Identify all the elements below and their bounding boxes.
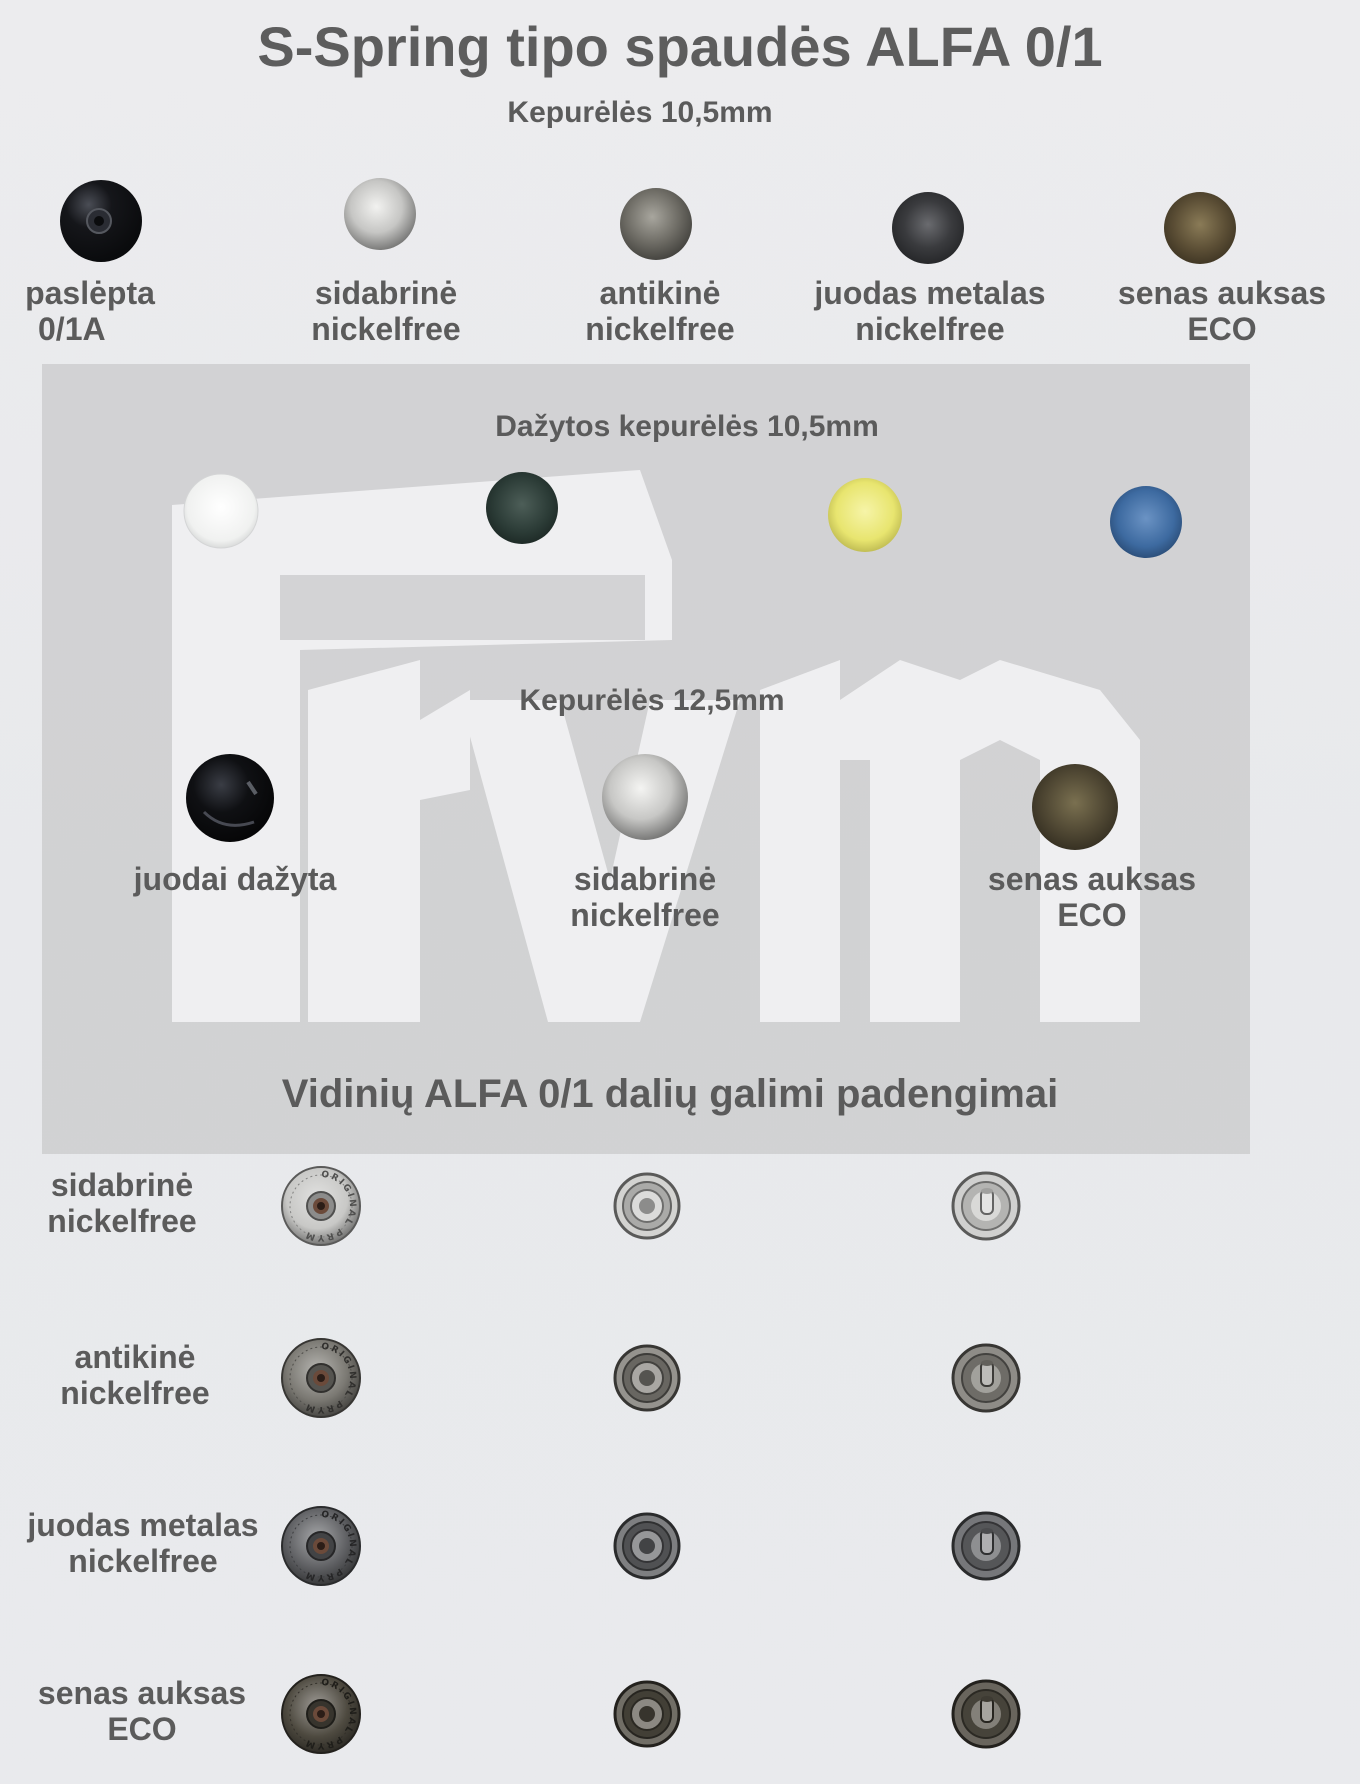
inner-part-socket: [612, 1171, 682, 1241]
inner-row-label: antikinė nickelfree: [60, 1339, 210, 1411]
cap-old-gold-12-5: [1030, 762, 1120, 852]
cap-old-gold: [1162, 190, 1238, 266]
painted-cap-dark-green: [484, 470, 560, 546]
label-hidden-0-1a: paslėpta 0/1A: [25, 275, 155, 347]
inner-part-cap-ring: [280, 1673, 362, 1755]
inner-row-label: juodas metalas nickelfree: [27, 1507, 259, 1579]
cap-hidden-black: [58, 178, 144, 264]
inner-part-cap-ring: [280, 1165, 362, 1247]
inner-row-label: senas auksas ECO: [37, 1675, 247, 1747]
svg-text:ORIGINAL PRYM: ORIGINAL PRYM: [303, 1509, 358, 1583]
label-silver-nickelfree: sidabrinė nickelfree: [311, 275, 461, 347]
svg-text:ORIGINAL PRYM: ORIGINAL PRYM: [303, 1677, 358, 1751]
label-silver-nickelfree-12-5: sidabrinė nickelfree: [570, 861, 720, 933]
label-black-metal-nickelfree: juodas metalas nickelfree: [814, 275, 1046, 347]
svg-text:ORIGINAL PRYM: ORIGINAL PRYM: [303, 1169, 358, 1243]
section-inner-parts-heading: Vidinių ALFA 0/1 dalių galimi padengimai: [281, 1072, 1059, 1116]
cap-antique: [618, 186, 694, 262]
cap-silver: [342, 176, 418, 252]
section-caps-12-5-heading: Kepurėlės 12,5mm: [519, 684, 785, 717]
painted-cap-white: [182, 472, 260, 550]
painted-cap-blue: [1108, 484, 1184, 560]
inner-part-stud: [950, 1342, 1022, 1414]
inner-part-cap-ring: [280, 1505, 362, 1587]
inner-part-stud: [950, 1170, 1022, 1242]
inner-part-cap-ring: [280, 1337, 362, 1419]
cap-black-painted-12-5: [184, 752, 276, 844]
svg-text:ORIGINAL PRYM: ORIGINAL PRYM: [303, 1341, 358, 1415]
cap-black-metal: [890, 190, 966, 266]
page-title: S-Spring tipo spaudės ALFA 0/1: [257, 15, 1103, 78]
section-painted-caps-heading: Dažytos kepurėlės 10,5mm: [495, 410, 879, 443]
label-old-gold-eco: senas auksas ECO: [1117, 275, 1327, 347]
inner-row-label: sidabrinė nickelfree: [47, 1167, 197, 1239]
inner-part-socket: [612, 1679, 682, 1749]
painted-cap-yellow: [826, 476, 904, 554]
inner-part-socket: [612, 1343, 682, 1413]
cap-silver-12-5: [600, 752, 690, 842]
inner-part-stud: [950, 1678, 1022, 1750]
inner-part-socket: [612, 1511, 682, 1581]
section-caps-10-5-heading: Kepurėlės 10,5mm: [507, 96, 773, 129]
inner-part-stud: [950, 1510, 1022, 1582]
label-old-gold-eco-12-5: senas auksas ECO: [987, 861, 1197, 933]
label-antique-nickelfree: antikinė nickelfree: [585, 275, 735, 347]
label-black-painted: juodai dažyta: [133, 861, 337, 897]
